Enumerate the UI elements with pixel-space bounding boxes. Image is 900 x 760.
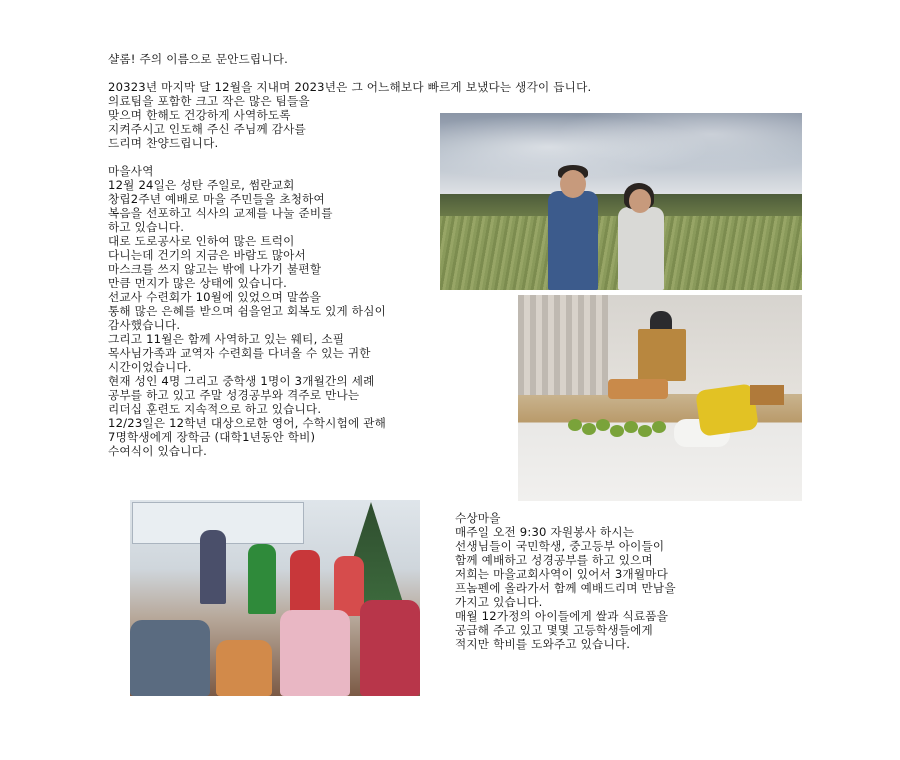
floating-line: 가지고 있습니다. [455, 595, 543, 609]
adult-figure [200, 530, 226, 604]
coconut [638, 425, 652, 437]
coconut [652, 421, 666, 433]
intro-line: 20323년 마지막 달 12월을 지내며 2023년은 그 어느해보다 빠르게 보냈다는 생각이 듭니다. [108, 80, 592, 94]
woman-figure [618, 207, 664, 290]
village-line: 통해 많은 은혜를 받으며 쉼을얻고 회복도 있게 하심이 [108, 304, 386, 318]
coconut [568, 419, 582, 431]
podium [638, 329, 686, 381]
wooden-box [750, 385, 784, 405]
intro-line: 맞으며 한해도 건강하게 사역하도록 [108, 108, 291, 122]
student-figure-red [290, 550, 320, 616]
village-line: 리더십 훈련도 지속적으로 하고 있습니다. [108, 402, 322, 416]
village-line: 마스크를 쓰지 않고는 밖에 나가기 불편할 [108, 262, 322, 276]
floating-line: 프놈펜에 올라가서 함께 예배드리며 만남을 [455, 581, 676, 595]
village-line: 대로 도로공사로 인하여 많은 트럭이 [108, 234, 295, 248]
photo-couple-in-field [440, 113, 802, 290]
man-figure [548, 191, 598, 290]
village-line: 감사했습니다. [108, 318, 181, 332]
intro-line: 드리며 찬양드립니다. [108, 136, 219, 150]
greeting-text: 샬롬! 주의 이름으로 문안드립니다. [108, 52, 288, 66]
coconut [596, 419, 610, 431]
seated-audience [216, 640, 272, 696]
curtain [518, 295, 608, 395]
student-figure-red [334, 556, 364, 616]
village-line: 목사님가족과 교역자 수련회를 다녀올 수 있는 귀한 [108, 346, 371, 360]
village-line: 창립2주년 예배로 마을 주민들을 초청하여 [108, 192, 325, 206]
floating-section-heading: 수상마을 [455, 511, 501, 525]
village-line: 선교사 수련회가 10월에 있었으며 말씀을 [108, 290, 322, 304]
coconut [624, 421, 638, 433]
village-line: 7명학생에게 장학금 (대학1년동안 학비) [108, 430, 316, 444]
floating-line: 저희는 마을교회사역이 있어서 3개월마다 [455, 567, 669, 581]
floating-line: 공급해 주고 있고 몇몇 고등학생들에게 [455, 623, 653, 637]
man-head [560, 170, 586, 198]
floating-line: 선생님들이 국민학생, 중고등부 아이들이 [455, 539, 665, 553]
village-section-heading: 마을사역 [108, 164, 154, 178]
coconut [582, 423, 596, 435]
coconut [610, 425, 624, 437]
intro-line: 지켜주시고 인도해 주신 주님께 감사를 [108, 122, 306, 136]
fruit-pile [608, 379, 668, 399]
photo-classroom-gathering [130, 500, 420, 696]
village-line: 12/23일은 12학년 대상으로한 영어, 수학시험에 관해 [108, 416, 387, 430]
woman-head [629, 189, 651, 213]
village-line: 현재 성인 4명 그리고 중학생 1명이 3개월간의 세례 [108, 374, 375, 388]
seated-audience [360, 600, 420, 696]
village-line: 만큼 먼지가 많은 상태에 있습니다. [108, 276, 288, 290]
village-line: 그리고 11월은 함께 사역하고 있는 웨티, 소필 [108, 332, 345, 346]
floating-line: 매월 12가정의 아이들에게 쌀과 식료품을 [455, 609, 669, 623]
village-line: 하고 있습니다. [108, 220, 185, 234]
floating-line: 매주일 오전 9:30 자원봉사 하시는 [455, 525, 635, 539]
village-line: 수여식이 있습니다. [108, 444, 207, 458]
floating-line: 적지만 학비를 도와주고 있습니다. [455, 637, 631, 651]
village-line: 다니는데 건기의 지금은 바람도 많아서 [108, 248, 306, 262]
student-figure-green [248, 544, 276, 614]
photo-stage-offerings [518, 295, 802, 501]
sky-clouds [440, 113, 802, 198]
village-line: 공부를 하고 있고 주말 성경공부와 격주로 만나는 [108, 388, 360, 402]
seated-audience [280, 610, 350, 696]
floating-line: 함께 예배하고 성경공부를 하고 있으며 [455, 553, 653, 567]
intro-line: 의료팀을 포함한 크고 작은 많은 팀들을 [108, 94, 310, 108]
seated-audience [130, 620, 210, 696]
village-line: 시간이었습니다. [108, 360, 192, 374]
village-line: 복음을 선포하고 식사의 교제를 나눌 준비를 [108, 206, 333, 220]
village-line: 12월 24일은 성탄 주일로, 썸란교회 [108, 178, 295, 192]
